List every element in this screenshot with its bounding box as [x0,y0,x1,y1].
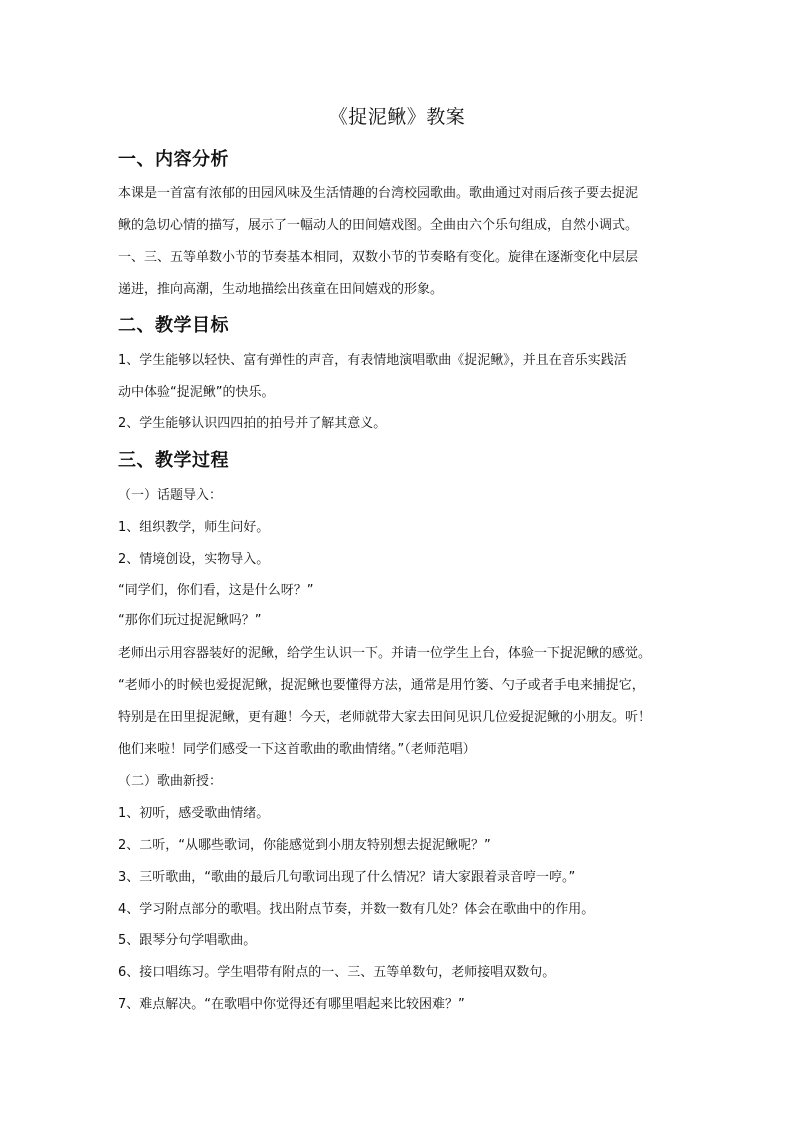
list-item: 2、情境创设，实物导入。 [118,552,270,567]
subsection-heading: （二）歌曲新授： [118,774,223,789]
paragraph-line: 鳅的急切心情的描写，展示了一幅动人的田间嬉戏图。全曲由六个乐句组成，自然小调式。 [118,218,639,233]
section-heading-content-analysis: 一、内容分析 [118,149,229,170]
paragraph-line: 他们来啦！同学们感受一下这首歌曲的歌曲情绪。”（老师范唱） [118,742,476,757]
paragraph-line: 特别是在田里捉泥鳅，更有趣！今天，老师就带大家去田间见识几位爱捉泥鳅的小朋友。听！ [118,710,652,725]
section-heading-teaching-process: 三、教学过程 [118,450,229,471]
paragraph-line: 递进，推向高潮，生动地描绘出孩童在田间嬉戏的形象。 [118,282,444,297]
paragraph-line: “老师小的时候也爱捉泥鳅，捉泥鳅也要懂得方法，通常是用竹篓、勺子或者手电来捕捉它， [118,678,645,693]
quote-line: “同学们，你们看，这是什么呀？” [118,583,314,598]
subsection-heading: （一）话题导入： [118,488,223,503]
list-item: 7、难点解决。“在歌唱中你觉得还有哪里唱起来比较困难？” [118,997,465,1012]
list-item: 5、跟琴分句学唱歌曲。 [118,933,257,948]
quote-line: “那你们玩过捉泥鳅吗？” [118,613,262,628]
list-item: 2、二听，“从哪些歌词，你能感觉到小朋友特别想去捉泥鳅呢？” [118,838,491,853]
paragraph-line: 本课是一首富有浓郁的田园风味及生活情趣的台湾校园歌曲。歌曲通过对雨后孩子要去捉泥 [118,186,639,201]
paragraph-line: 2、学生能够认识四四拍的拍号并了解其意义。 [118,416,387,431]
paragraph-line: 老师出示用容器装好的泥鳅，给学生认识一下。并请一位学生上台，体验一下捉泥鳅的感觉。 [118,646,652,661]
document-title: 《捉泥鳅》教案 [328,106,466,128]
list-item: 1、初听，感受歌曲情绪。 [118,806,270,821]
list-item: 3、三听歌曲，“歌曲的最后几句歌词出现了什么情况？请大家跟着录音哼一哼。” [118,870,576,885]
paragraph-line: 1、学生能够以轻快、富有弹性的声音，有表情地演唱歌曲《捉泥鳅》，并且在音乐实践活 [118,353,627,368]
paragraph-line: 动中体验“捉泥鳅”的快乐。 [118,385,275,400]
section-heading-teaching-goals: 二、教学目标 [118,315,229,336]
list-item: 4、学习附点部分的歌唱。找出附点节奏，并数一数有几处？体会在歌曲中的作用。 [118,902,595,917]
list-item: 1、组织教学，师生问好。 [118,520,270,535]
list-item: 6、接口唱练习。学生唱带有附点的一、三、五等单数句，老师接唱双数句。 [118,965,556,980]
paragraph-line: 一、三、五等单数小节的节奏基本相同，双数小节的节奏略有变化。旋律在逐渐变化中层层 [118,250,639,265]
